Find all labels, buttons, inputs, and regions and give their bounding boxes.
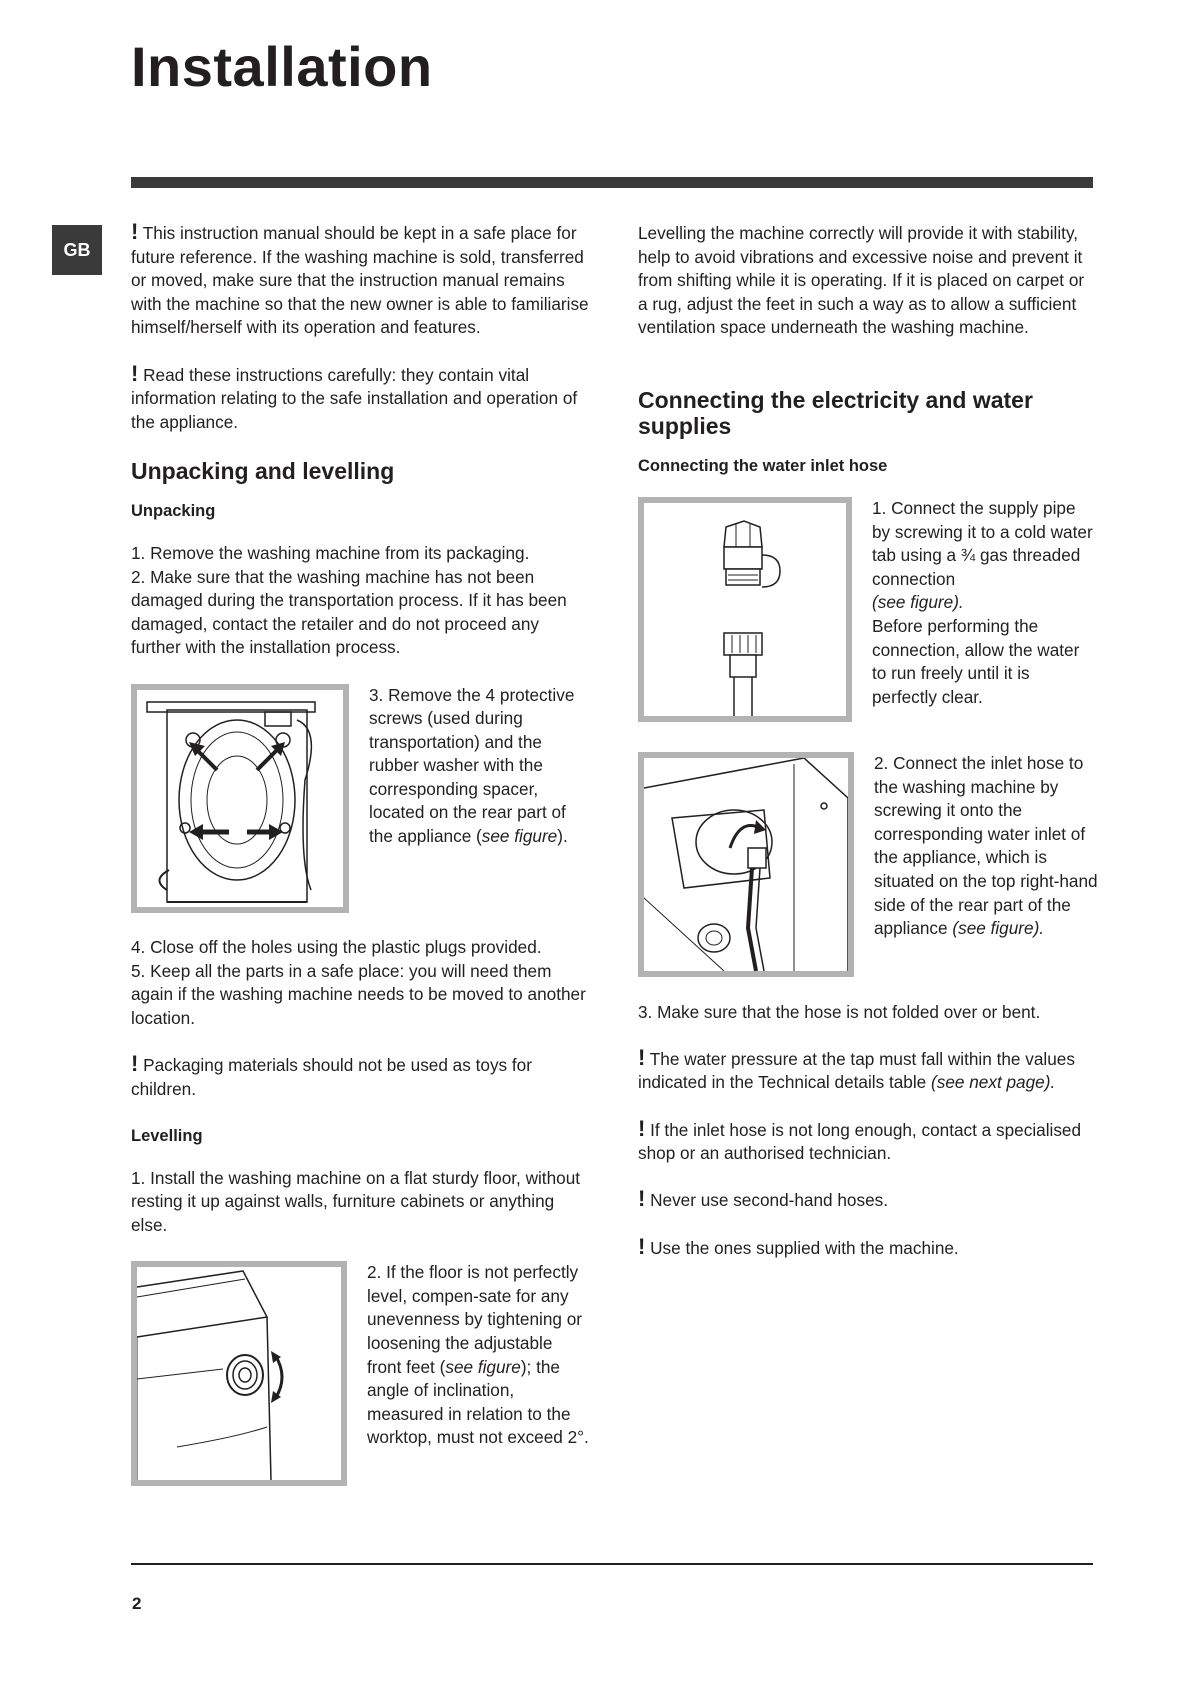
levelling-paragraph: Levelling the machine correctly will provide it with stability, help to avoid vibrations and excessive noise and prevent it from shifting while it is operating. If it is placed on carpet or a rug, adjust the feet in such a way as to allow a sufficient ventilation space underneath the washing machine. — [638, 223, 1085, 338]
connect-step-3: 3. Make sure that the hose is not folded over or bent. — [638, 1001, 1041, 1022]
hose-length-warning: ! If the inlet hose is not long enough, contact a specialised shop or an authorised technician. — [638, 1115, 1082, 1164]
exclamation-icon: ! — [638, 1233, 646, 1259]
washing-machine-rear-illustration — [137, 690, 343, 907]
exclamation-icon: ! — [638, 1044, 646, 1070]
supplied-hose-note: ! Use the ones supplied with the machine. — [638, 1233, 959, 1259]
page-title: Installation — [131, 35, 433, 98]
screws-figure-row — [131, 684, 591, 913]
step-3: 3. Remove the 4 protective screws (used during transportation) and the rubber washer with the corresponding spacer, located on the rear part of the appliance (see figure). — [369, 684, 575, 847]
exclamation-icon: ! — [131, 219, 139, 244]
inlet-hose-figure — [638, 752, 854, 977]
step-1: 1. Remove the washing machine from its packaging. — [131, 542, 530, 563]
page-number: 2 — [132, 1594, 142, 1613]
subheading-unpacking: Unpacking — [131, 501, 216, 520]
connect-step-1: 1. Connect the supply pipe by screwing it to a cold water tab using a ¾ gas threaded connection (see figure). Before performing the connection, allow the water to run freely until it is perfectly clear. — [872, 497, 1093, 707]
inlet-figure-row — [638, 752, 1098, 977]
levelling-step-2: 2. If the floor is not perfectly level, compen-sate for any unevenness by tightening or loosening the adjustable front feet (see figure); the angle of inclination, measured in relation to the worktop, must not exceed 2°. — [367, 1262, 589, 1448]
language-badge: GB — [52, 225, 102, 275]
connect-step-2: 2. Connect the inlet hose to the washing machine by screwing it onto the corresponding water inlet of the appliance, which is situated on the top right-hand side of the rear part of the appliance (see figure). — [874, 752, 1098, 939]
section-heading-connecting: Connecting the electricity and water supplies — [638, 386, 1033, 439]
step-4: 4. Close off the holes using the plastic plugs provided. — [131, 937, 542, 958]
exclamation-icon: ! — [638, 1115, 646, 1141]
tap-figure-row — [638, 497, 1098, 722]
section-heading-unpacking-levelling: Unpacking and levelling — [131, 457, 395, 484]
levelling-step-1: 1. Install the washing machine on a flat sturdy floor, without resting it up against walls, furniture cabinets or anything else. — [131, 1167, 581, 1236]
exclamation-icon: ! — [638, 1186, 646, 1212]
exclamation-icon: ! — [131, 1051, 139, 1077]
adjustable-foot-illustration — [137, 1267, 341, 1480]
subheading-water-inlet-hose: Connecting the water inlet hose — [638, 456, 888, 475]
adjustable-feet-figure — [131, 1261, 347, 1486]
right-column — [638, 222, 1098, 1260]
packaging-warning: ! Packaging materials should not be used as toys for children. — [131, 1051, 532, 1099]
rear-screws-figure — [131, 684, 349, 913]
step-5: 5. Keep all the parts in a safe place: you will need them again if the washing machine needs to be moved to another location. — [131, 960, 586, 1028]
feet-figure-row — [131, 1261, 591, 1486]
subheading-levelling: Levelling — [131, 1126, 203, 1145]
footer-divider — [131, 1563, 1093, 1565]
exclamation-icon: ! — [131, 360, 139, 386]
tap-connection-figure — [638, 497, 852, 722]
left-column — [131, 219, 591, 1486]
step-2: 2. Make sure that the washing machine has not been damaged during the transportation process. If it has been damaged, contact the retailer and do not proceed any further with the installation process. — [131, 566, 567, 658]
intro-note-1: ! This instruction manual should be kept in a safe place for future reference. If the washing machine is sold, transferred or moved, make sure that the instruction manual remains with the machine so that the new owner is able to familiarise himself/herself with its operation and features. — [131, 219, 589, 338]
second-hand-hose-warning: ! Never use second-hand hoses. — [638, 1186, 889, 1212]
inlet-hose-illustration — [644, 758, 848, 971]
intro-note-2: ! Read these instructions carefully: they contain vital information relating to the safe installation and operation of the appliance. — [131, 360, 578, 432]
header-divider — [131, 177, 1093, 188]
tap-connection-illustration — [644, 503, 846, 716]
water-pressure-warning: ! The water pressure at the tap must fall within the values indicated in the Technical details table (see next page). — [638, 1044, 1075, 1093]
